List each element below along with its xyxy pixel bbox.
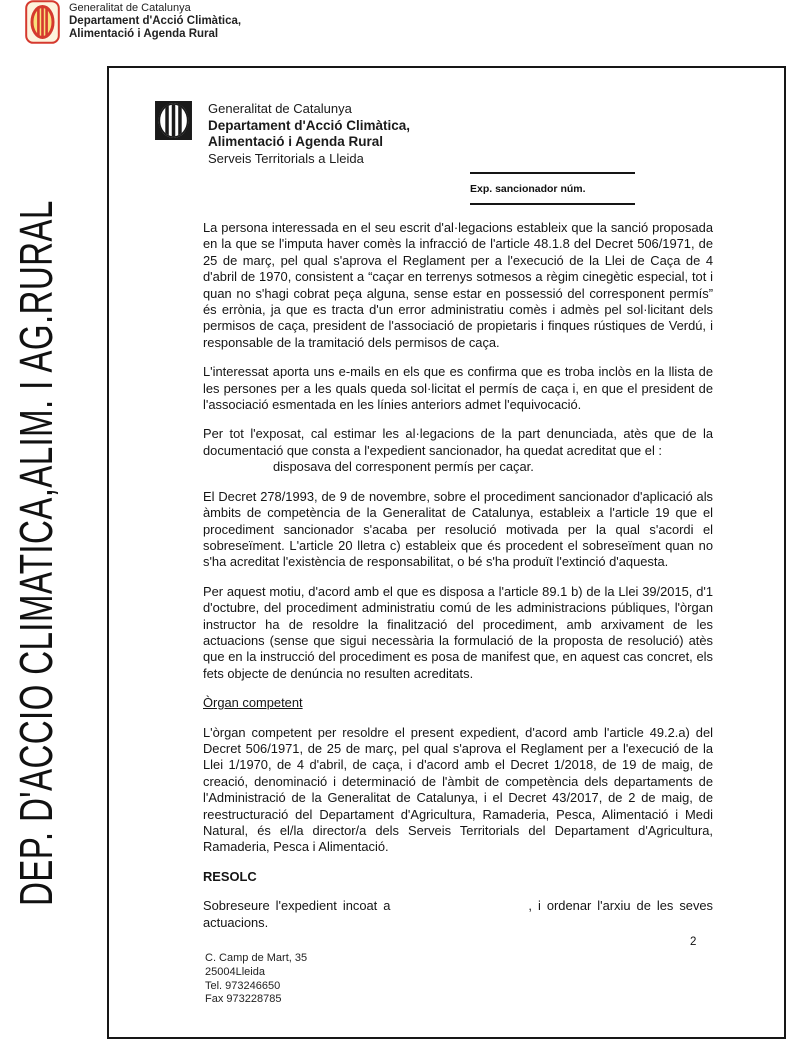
outer-letterhead xyxy=(25,0,241,44)
paragraph-resolution xyxy=(203,898,713,931)
footer-phone: Tel. 973246650 xyxy=(205,979,281,992)
exp-sancionador-label: Exp. sancionador núm. xyxy=(470,183,586,195)
outer-letterhead-text xyxy=(69,0,241,44)
territorial-unit: Serveis Territorials a Lleida xyxy=(208,150,364,166)
paragraph-allegations: La persona interessada en el seu escrit d'al·legacions estableix que la sanció proposada en la que se l'imputa haver comès la infracció de l'article 48.1.8 del Decret 506/1971, de 25 de març, pel qual s'aprova el Reglament per a l'execució de la Llei de Caça de 4 d'abril de 1970, consistent a “caçar en terrenys sotmesos a règim cinegètic especial, tot i quan no s'hagi cobrat peça alguna, sense estar en possessió del corresponent permís” és errònia, ja que es tracta d'un error administratiu comès i admès pel sol·licitant dels permisos de caça, president de l'associació de propietaris i finques rústiques de Verdú, i responsable de la tramitació dels permisos de caça. xyxy=(203,220,713,350)
generalitat-senyera-logo-bw-icon xyxy=(155,101,192,140)
exp-bottom-rule xyxy=(470,203,635,205)
paragraph-llei-39-2015: Per aquest motiu, d'acord amb el que es disposa a l'article 89.1 b) de la Llei 39/2015, d'1 d'octubre, del procediment administratiu comú de les administracions públiques, l'òrgan instructor ha de resoldre la finalització del procediment, amb arxivament de les actuacions (sense que sigui necessària la formulació de la proposta de resolució) atès que en la instrucció del procediment es posa de manifest que, en aquest cas concret, els fets objecte de denúncia no resulten acreditats. xyxy=(203,583,713,681)
org-name: Generalitat de Catalunya xyxy=(69,2,191,14)
vertical-department-label: DEP. D'ACCIO CLIMATICA,ALIM. I AG.RURAL xyxy=(10,200,62,907)
page-footer-address xyxy=(205,952,307,1007)
document-body xyxy=(203,220,713,944)
paragraph-estimation xyxy=(203,426,713,475)
resolution-after-redaction: , i ordenar l'arxiu de les seves actuacions. xyxy=(203,898,714,930)
org-name: Generalitat de Catalunya xyxy=(208,101,352,116)
redacted-name-space xyxy=(390,909,528,910)
page-number: 2 xyxy=(690,936,697,948)
generalitat-senyera-logo-icon xyxy=(25,0,60,44)
heading-organ-competent: Òrgan competent xyxy=(203,695,303,711)
document-page xyxy=(107,66,786,1039)
paragraph-estimation-main: Per tot l'exposat, cal estimar les al·legacions de la part denunciada, atès que de la documentació que consta a l'expedient sancionador, ha quedat acreditat que el : xyxy=(203,426,713,458)
dept-name-line2: Alimentació i Agenda Rural xyxy=(69,28,219,40)
dept-name-line1: Departament d'Acció Climàtica, xyxy=(69,15,242,27)
expedient-number-block xyxy=(470,172,635,205)
page-header-text xyxy=(208,101,410,167)
page-header xyxy=(155,101,410,167)
paragraph-organ-competent: L'òrgan competent per resoldre el present expedient, d'acord amb l'article 49.2.a) del Decret 506/1971, de 25 de març, pel qual s'aprova el Reglament per a l'execució de la Llei 1/1970, de 4 d'abril, de caça, i d'acord amb el Decret 1/2018, de 19 de maig, de creació, denominació i determinació de l'àmbit de competència dels departaments de l'Administració de la Generalitat de Catalunya, i el Decret 43/2017, de 2 de maig, de reestructuració del Departament d'Agricultura, Ramaderia, Pesca, Alimentació i Medi Natural, és el/la director/a dels Serveis Territorials del Departament d'Agricultura, Ramaderia, Pesca i Alimentació. xyxy=(203,724,713,855)
exp-top-rule xyxy=(470,172,635,174)
paragraph-emails: L'interessat aporta uns e-mails en els que es confirma que es troba inclòs en la llista de les persones per a les quals queda sol·licitat el permís de caça i, en que el president de l'associació esmentada en les línies anteriors admet l'equivocació. xyxy=(203,364,713,413)
dept-name-line1: Departament d'Acció Climàtica, xyxy=(208,117,411,133)
dept-name-line2: Alimentació i Agenda Rural xyxy=(208,134,384,149)
footer-fax: Fax 973228785 xyxy=(205,993,282,1006)
paragraph-decret-278-1993: El Decret 278/1993, de 9 de novembre, sobre el procediment sancionador d'aplicació als àmbits de competència de la Generalitat de Catalunya, estableix a l'article 19 que el procediment sancionador s'acaba per resolució motivada per la qual s'acordi el sobreseïment. L'article 20 lletra c) estableix que és procedent el sobreseïment quan no s'ha acreditat l'existència de responsabilitat, o bé s'ha produït l'extinció d'aquesta. xyxy=(203,488,713,570)
resolution-before-redaction: Sobreseure l'expedient incoat a xyxy=(203,898,391,914)
paragraph-estimation-indent: disposava del corresponent permís per caçar. xyxy=(273,459,534,475)
footer-street: C. Camp de Mart, 35 xyxy=(205,952,308,964)
footer-city: 25004Lleida xyxy=(205,965,265,978)
heading-resolc: RESOLC xyxy=(203,868,257,884)
